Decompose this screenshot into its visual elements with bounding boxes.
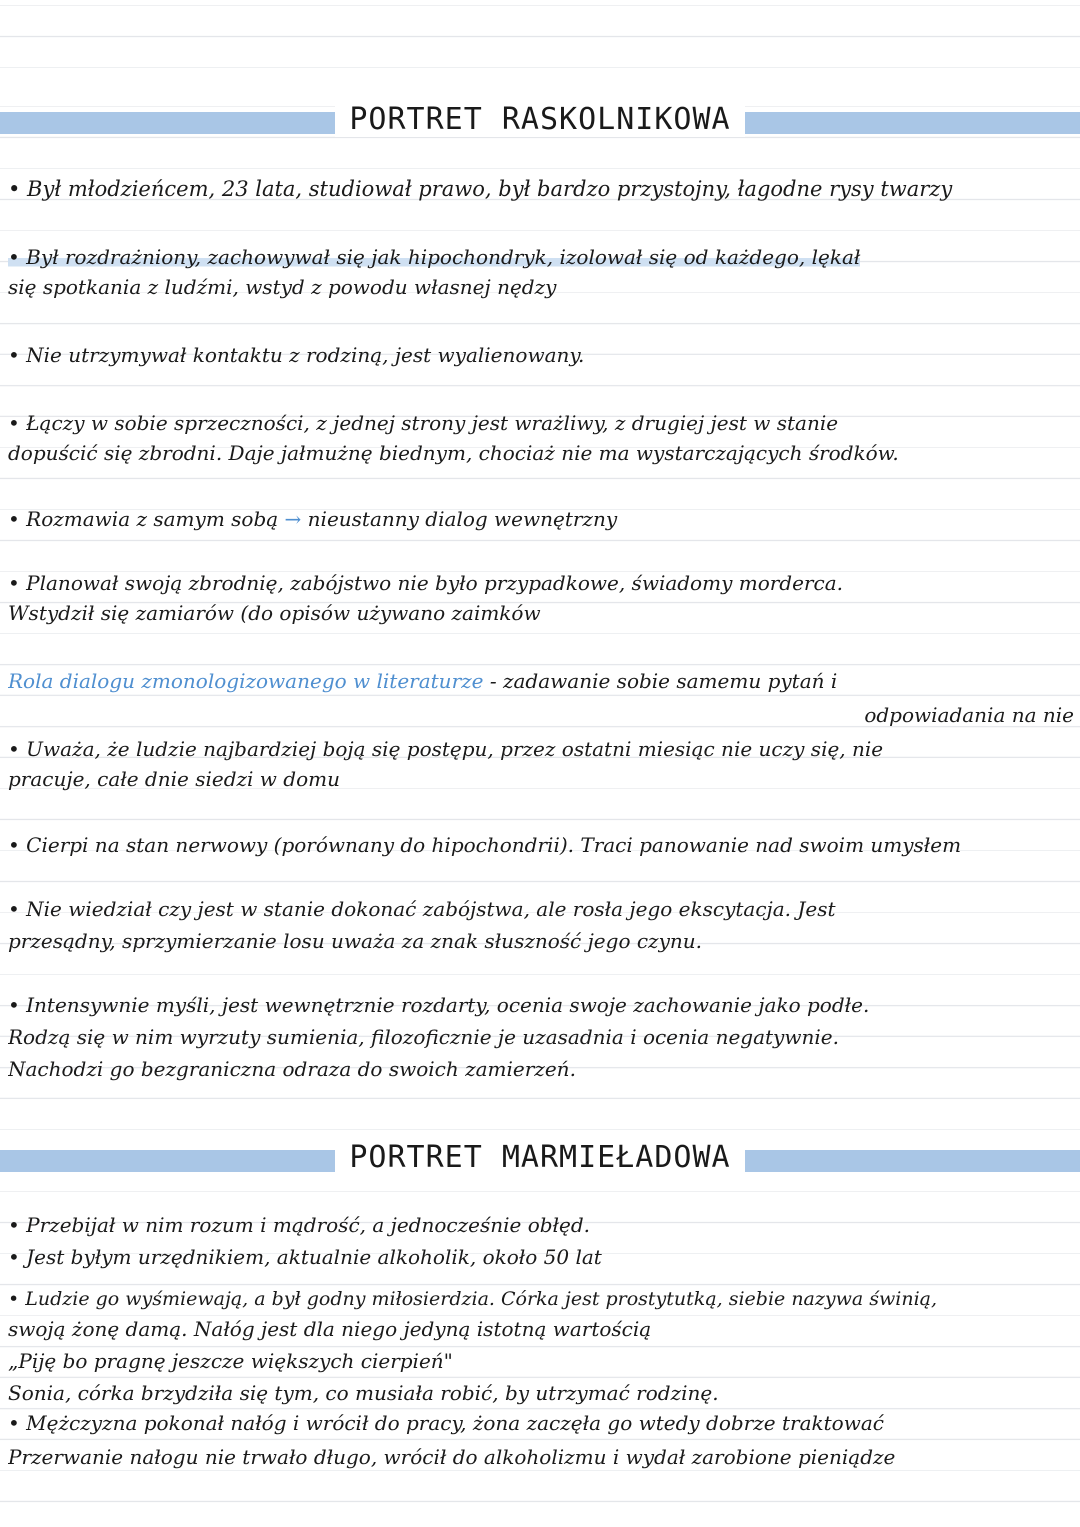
note-line: • Był rozdrażniony, zachowywał się jak hipochondryk, izolował się od każdego, lękał	[8, 245, 861, 269]
note-line: • Intensywnie myśli, jest wewnętrznie rozdarty, ocenia swoje zachowanie jako podłe.	[8, 993, 870, 1017]
note-line: „Piję bo pragnę jeszcze większych cierpień"	[8, 1349, 453, 1373]
note-line: • Był młodzieńcem, 23 lata, studiował prawo, był bardzo przystojny, łagodne rysy twarzy	[8, 177, 953, 201]
note-line: • Rozmawia z samym sobą → nieustanny dialog wewnętrzny	[8, 507, 618, 531]
blue-term: Rola dialogu zmonologizowanego w literaturze	[8, 669, 484, 693]
note-line: • Jest byłym urzędnikiem, aktualnie alkoholik, około 50 lat	[8, 1245, 602, 1269]
note-line: Rola dialogu zmonologizowanego w literaturze - zadawanie sobie samemu pytań i	[8, 669, 838, 693]
note-line: • Nie wiedział czy jest w stanie dokonać zabójstwa, ale rosła jego ekscytacja. Jest	[8, 897, 836, 921]
note-line: • Mężczyzna pokonał nałóg i wrócił do pracy, żona zaczęła go wtedy dobrze traktować	[8, 1411, 884, 1435]
note-line: dopuścić się zbrodni. Daje jałmużnę biednym, chociaż nie ma wystarczających środków.	[8, 441, 899, 465]
note-line: Rodzą się w nim wyrzuty sumienia, filozoficznie je uzasadnia i ocenia negatywnie.	[8, 1025, 839, 1049]
note-line: • Planował swoją zbrodnię, zabójstwo nie było przypadkowe, świadomy morderca.	[8, 571, 843, 595]
note-line: Wstydził się zamiarów (do opisów używano zaimków	[8, 601, 541, 625]
note-line: Przerwanie nałogu nie trwało długo, wrócił do alkoholizmu i wydał zarobione pieniądze	[8, 1445, 896, 1469]
note-line: Nachodzi go bezgraniczna odraza do swoich zamierzeń.	[8, 1057, 576, 1081]
note-line: • Łączy w sobie sprzeczności, z jednej strony jest wrażliwy, z drugiej jest w stanie	[8, 411, 839, 435]
note-line: pracuje, całe dnie siedzi w domu	[8, 767, 340, 791]
section-title: PORTRET RASKOLNIKOWA	[0, 102, 1080, 137]
arrow-right-icon: →	[284, 507, 302, 531]
note-line: swoją żonę damą. Nałóg jest dla niego jedyną istotną wartością	[8, 1317, 652, 1341]
note-line: • Ludzie go wyśmiewają, a był godny miłosierdzia. Córka jest prostytutką, siebie nazywa świnią,	[8, 1288, 938, 1310]
section-title: PORTRET MARMIEŁADOWA	[0, 1140, 1080, 1175]
note-line: • Uważa, że ludzie najbardziej boją się postępu, przez ostatni miesiąc nie uczy się, nie	[8, 737, 884, 761]
note-line: • Nie utrzymywał kontaktu z rodziną, jest wyalienowany.	[8, 343, 585, 367]
note-line: odpowiadania na nie	[864, 703, 1074, 727]
note-line: Sonia, córka brzydziła się tym, co musiała robić, by utrzymać rodzinę.	[8, 1381, 719, 1405]
note-line: • Cierpi na stan nerwowy (porównany do hipochondrii). Traci panowanie nad swoim umysłem	[8, 833, 962, 857]
note-line: przesądny, sprzymierzanie losu uważa za znak słuszność jego czynu.	[8, 929, 703, 953]
note-line: się spotkania z ludźmi, wstyd z powodu własnej nędzy	[8, 275, 557, 299]
note-line: • Przebijał w nim rozum i mądrość, a jednocześnie obłęd.	[8, 1213, 591, 1237]
